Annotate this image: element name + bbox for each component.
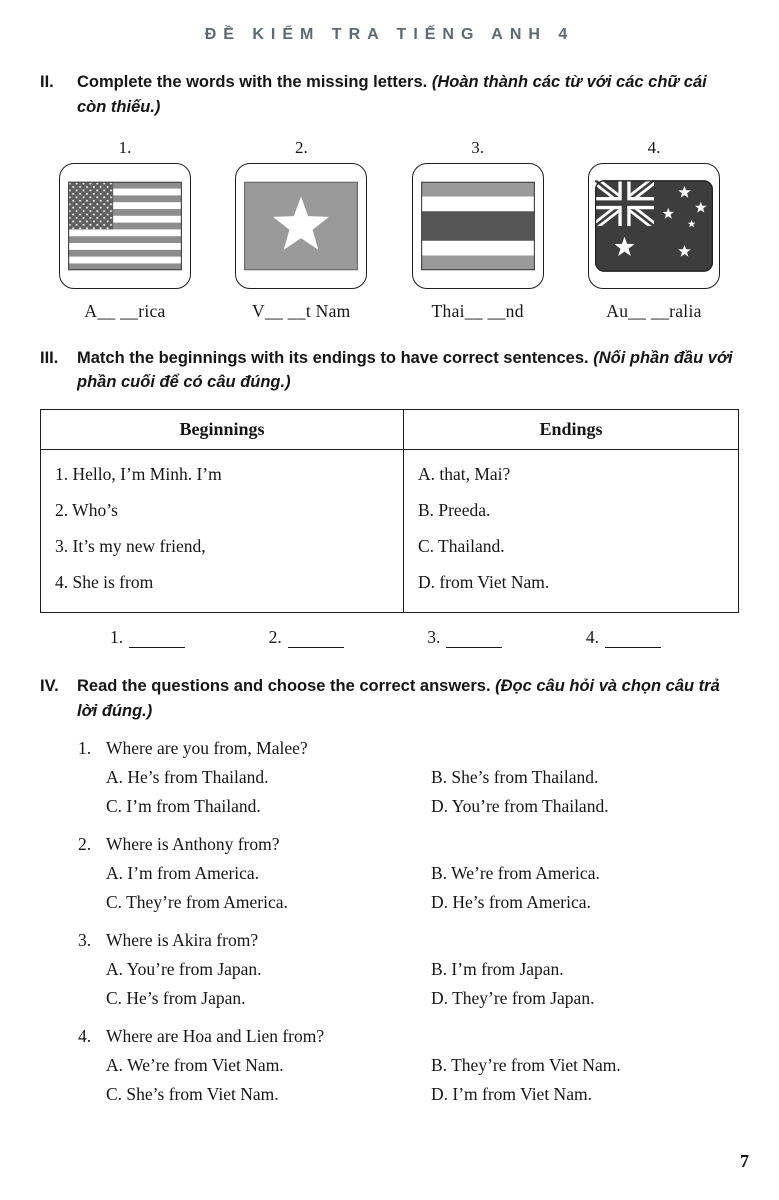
option-c: C. I’m from Thailand. bbox=[106, 795, 261, 816]
flag-frame bbox=[588, 163, 720, 289]
ending-item: A. that, Mai? bbox=[417, 464, 511, 484]
ending-item: D. from Viet Nam. bbox=[417, 572, 550, 592]
section-iv-numeral: IV. bbox=[40, 677, 59, 695]
answer-blank-line bbox=[446, 632, 502, 648]
question-4 bbox=[78, 1026, 739, 1105]
beginning-item: 4. She is from bbox=[55, 572, 154, 592]
question-number: 1. bbox=[78, 737, 92, 758]
question-number: 3. bbox=[78, 929, 92, 950]
question-text: Where are you from, Malee? bbox=[106, 737, 308, 758]
section-ii-numeral: II. bbox=[40, 73, 54, 91]
section-iv-title-vi: (Đọc câu hỏi và chọn câu trả lời đúng.) bbox=[77, 677, 720, 720]
question-3 bbox=[78, 930, 739, 1009]
question-text: Where are Hoa and Lien from? bbox=[106, 1025, 325, 1046]
option-c: C. They’re from America. bbox=[106, 891, 288, 912]
beginning-item: 2. Who’s bbox=[55, 500, 118, 520]
section-iv-title-en: Read the questions and choose the correct answers. bbox=[77, 677, 491, 695]
flag-number: 1. bbox=[118, 137, 132, 157]
ending-item: B. Preeda. bbox=[417, 500, 491, 520]
match-table bbox=[40, 409, 739, 613]
options-grid bbox=[78, 1055, 739, 1105]
section-iii-title-vi: (Nối phần đầu với phần cuối để có câu đúng.) bbox=[77, 348, 733, 392]
question-number: 4. bbox=[78, 1025, 92, 1046]
section-ii-title-en: Complete the words with the missing letters. bbox=[77, 73, 428, 91]
australia-flag-image bbox=[595, 178, 713, 274]
option-b: B. I’m from Japan. bbox=[431, 958, 564, 979]
endings-cell bbox=[403, 450, 738, 613]
question-text-line bbox=[78, 834, 739, 855]
questions-list bbox=[40, 738, 739, 1105]
option-b: B. She’s from Thailand. bbox=[431, 766, 599, 787]
question-text-line bbox=[78, 930, 739, 951]
options-grid bbox=[78, 863, 739, 913]
question-2 bbox=[78, 834, 739, 913]
thailand-flag-image bbox=[421, 180, 535, 272]
option-c: C. He’s from Japan. bbox=[106, 987, 246, 1008]
option-d: D. He’s from America. bbox=[431, 891, 591, 912]
flag-frame bbox=[412, 163, 544, 289]
table-header-beginnings: Beginnings bbox=[41, 410, 404, 450]
flag-answer-label: V__ __t Nam bbox=[252, 300, 351, 321]
beginning-item: 3. It’s my new friend, bbox=[55, 536, 206, 556]
flag-answer-label: Au__ __ralia bbox=[606, 300, 702, 321]
option-d: D. They’re from Japan. bbox=[431, 987, 595, 1008]
flag-card-america bbox=[58, 138, 192, 322]
section-iii-title-en: Match the beginnings with its endings to have correct sentences. bbox=[77, 348, 589, 367]
question-text: Where is Akira from? bbox=[106, 929, 259, 950]
vietnam-flag-image bbox=[244, 180, 358, 272]
answer-blank-4 bbox=[586, 627, 661, 648]
option-b: B. They’re from Viet Nam. bbox=[431, 1054, 621, 1075]
question-number: 2. bbox=[78, 833, 92, 854]
option-a: A. I’m from America. bbox=[106, 862, 260, 883]
answer-blank-3 bbox=[427, 627, 502, 648]
answer-blank-line bbox=[288, 632, 344, 648]
ending-item: C. Thailand. bbox=[417, 536, 505, 556]
flag-answer-label: Thai__ __nd bbox=[431, 300, 524, 321]
option-c: C. She’s from Viet Nam. bbox=[106, 1083, 279, 1104]
flag-answer-label: A__ __rica bbox=[84, 300, 166, 321]
section-iii-heading bbox=[40, 346, 739, 396]
answer-blank-number: 1. bbox=[110, 627, 124, 647]
answer-blank-1 bbox=[110, 627, 185, 648]
flag-number: 2. bbox=[294, 137, 308, 157]
options-grid bbox=[78, 767, 739, 817]
section-iv-heading bbox=[40, 674, 739, 724]
table-header-endings: Endings bbox=[403, 410, 738, 450]
flag-frame bbox=[59, 163, 191, 289]
section-ii-heading bbox=[40, 70, 739, 120]
page-number: 7 bbox=[740, 1151, 749, 1171]
option-a: A. You’re from Japan. bbox=[106, 958, 262, 979]
section-ii-title bbox=[77, 70, 739, 120]
flag-card-australia bbox=[587, 138, 721, 322]
section-iii-numeral: III. bbox=[40, 348, 59, 367]
table-row bbox=[41, 450, 739, 613]
option-d: D. You’re from Thailand. bbox=[431, 795, 609, 816]
usa-flag-image bbox=[68, 180, 182, 272]
flag-number: 4. bbox=[647, 137, 661, 157]
answer-blank-line bbox=[605, 632, 661, 648]
answer-blank-number: 2. bbox=[268, 627, 282, 647]
beginnings-cell bbox=[41, 450, 404, 613]
question-text-line bbox=[78, 738, 739, 759]
section-ii-title-vi: (Hoàn thành các từ với các chữ cái còn thiếu.) bbox=[77, 73, 707, 116]
answer-blanks-row bbox=[40, 627, 739, 648]
answer-blank-2 bbox=[269, 627, 344, 648]
question-1 bbox=[78, 738, 739, 817]
beginning-item: 1. Hello, I’m Minh. I’m bbox=[55, 464, 222, 484]
answer-blank-number: 3. bbox=[427, 627, 441, 647]
page-title: ĐỀ KIỂM TRA TIẾNG ANH 4 bbox=[204, 26, 575, 43]
answer-blank-number: 4. bbox=[585, 627, 599, 647]
answer-blank-line bbox=[129, 632, 185, 648]
section-iii-title bbox=[77, 346, 739, 396]
flag-frame bbox=[235, 163, 367, 289]
option-a: A. We’re from Viet Nam. bbox=[106, 1054, 284, 1075]
flags-row bbox=[40, 134, 739, 322]
question-text-line bbox=[78, 1026, 739, 1047]
options-grid bbox=[78, 959, 739, 1009]
flag-number: 3. bbox=[471, 137, 485, 157]
flag-card-vietnam bbox=[234, 138, 368, 322]
section-iv-title bbox=[77, 674, 739, 724]
option-b: B. We’re from America. bbox=[431, 862, 600, 883]
flag-card-thailand bbox=[411, 138, 545, 322]
option-a: A. He’s from Thailand. bbox=[106, 766, 269, 787]
option-d: D. I’m from Viet Nam. bbox=[431, 1083, 592, 1104]
question-text: Where is Anthony from? bbox=[106, 833, 280, 854]
